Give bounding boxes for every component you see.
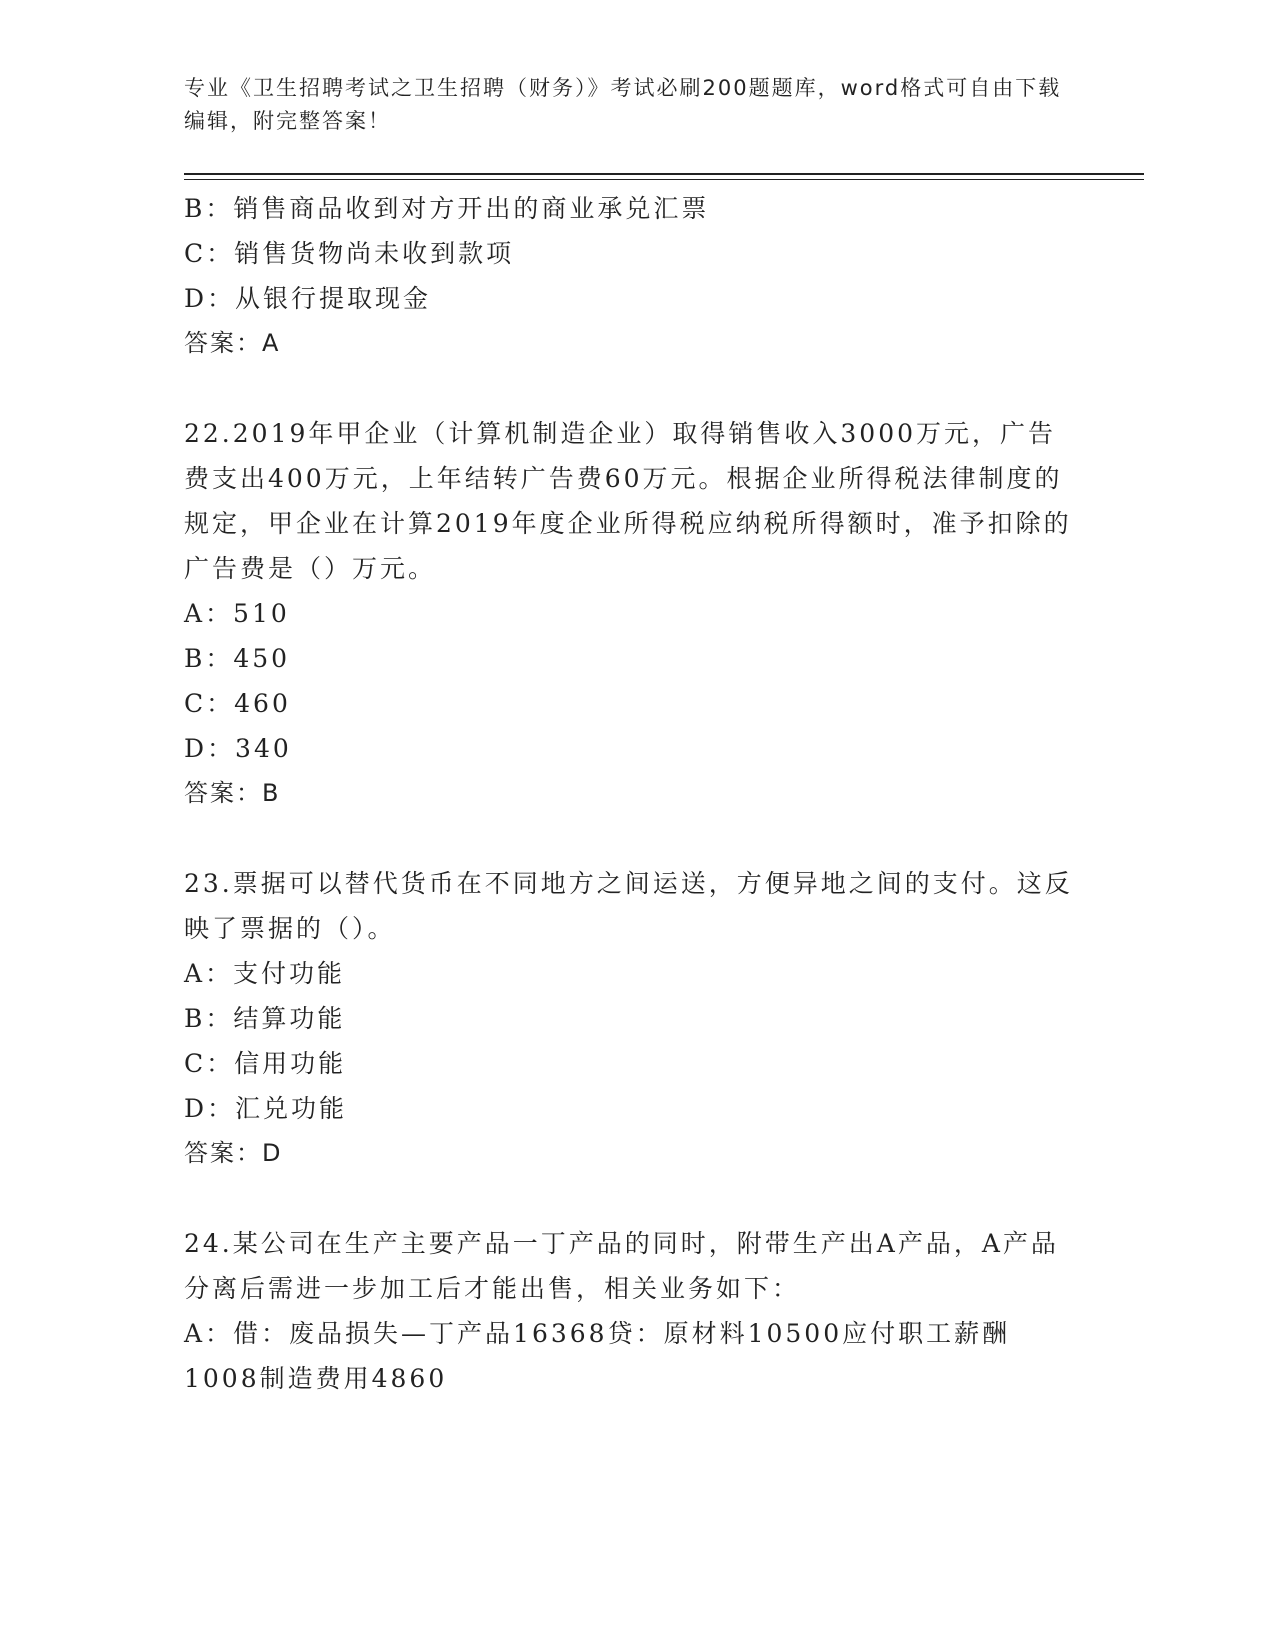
question-list [184, 186, 1074, 1446]
option-c: C：460 [184, 689, 291, 718]
question-text: 23.票据可以替代货币在不同地方之间运送，方便异地之间的支付。这反映了票据的（）。 [184, 869, 1073, 943]
option-c: C：销售货物尚未收到款项 [184, 239, 515, 268]
question-text: 24.某公司在生产主要产品一丁产品的同时，附带生产出A产品，A产品分离后需进一步加工后才能出售，相关业务如下： [184, 1229, 1059, 1303]
question-block [184, 1221, 1074, 1401]
option-d: D：汇兑功能 [184, 1094, 348, 1123]
option-d: D：340 [184, 734, 292, 763]
option-b: B：销售商品收到对方开出的商业承兑汇票 [184, 194, 710, 223]
answer-line: 答案：A [184, 329, 281, 357]
option-a: A：510 [184, 599, 290, 628]
question-block [184, 186, 1074, 366]
option-a: A：支付功能 [184, 959, 346, 988]
answer-line: 答案：B [184, 779, 281, 807]
header-divider-thin [184, 179, 1144, 180]
option-d: D：从银行提取现金 [184, 284, 432, 313]
page-header: 专业《卫生招聘考试之卫生招聘（财务）》考试必刷200题题库，word格式可自由下载编辑，附完整答案！ [184, 76, 1062, 133]
option-b: B：结算功能 [184, 1004, 346, 1033]
question-block [184, 861, 1074, 1176]
question-text: 22.2019年甲企业（计算机制造企业）取得销售收入3000万元，广告费支出400万元，上年结转广告费60万元。根据企业所得税法律制度的规定，甲企业在计算2019年度企业所得税应纳税所得额时，准予扣除的广告费是（）万元。 [184, 419, 1072, 583]
option-a: A：借：废品损失—丁产品16368贷：原材料10500应付职工薪酬1008制造费用4860 [184, 1319, 1011, 1393]
option-c: C：信用功能 [184, 1049, 347, 1078]
question-block [184, 411, 1074, 816]
option-b: B：450 [184, 644, 291, 673]
answer-line: 答案：D [184, 1139, 283, 1167]
header-divider [184, 173, 1144, 175]
